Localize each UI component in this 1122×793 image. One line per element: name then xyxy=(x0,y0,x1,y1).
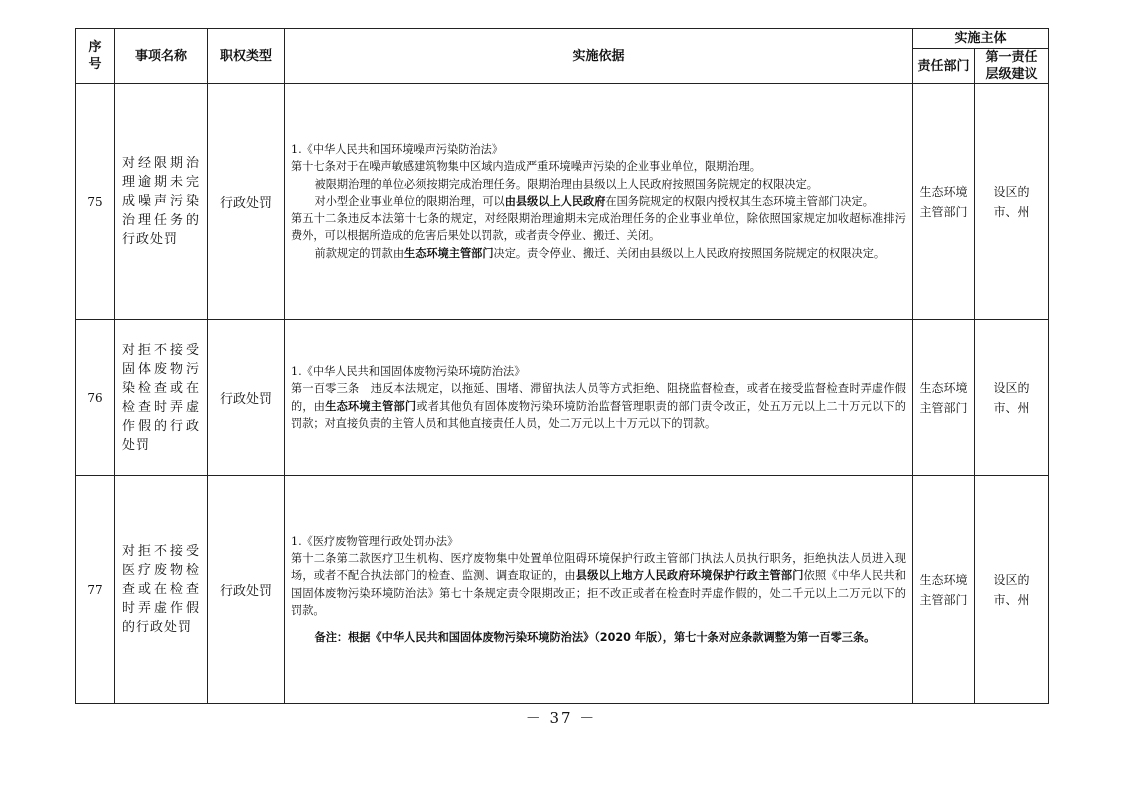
responsibility-level: 设区的市、州 xyxy=(975,84,1049,320)
header-name: 事项名称 xyxy=(115,29,208,84)
basis-text: 对小型企业事业单位的限期治理，可以 xyxy=(314,194,505,208)
row-number: 75 xyxy=(76,84,115,320)
legal-basis xyxy=(285,476,913,704)
header-no: 序号 xyxy=(76,29,115,84)
header-type: 职权类型 xyxy=(208,29,285,84)
legal-basis xyxy=(285,320,913,476)
basis-line: 第五十二条违反本法第十七条的规定，对经限期治理逾期未完成治理任务的企业事业单位，除依照国家规定加收超标准排污费外，可以根据所造成的危害后果处以罚款，或者责令停业、搬迁、关闭。 xyxy=(291,212,906,243)
row-number: 76 xyxy=(76,320,115,476)
enforcement-table xyxy=(75,28,1049,704)
header-dept: 责任部门 xyxy=(913,49,975,84)
basis-line: 被限期治理的单位必须按期完成治理任务。限期治理由县级以上人民政府按照国务院规定的权限决定。 xyxy=(314,177,818,191)
authority-type: 行政处罚 xyxy=(208,476,285,704)
table-row xyxy=(76,320,1049,476)
basis-note: 备注：根据《中华人民共和国固体废物污染环境防治法》（2020 年版），第七十条对应条款调整为第一百零三条。 xyxy=(314,631,876,645)
basis-text: 在国务院规定的权限内授权其生态环境主管部门决定。 xyxy=(605,194,874,208)
header-level: 第一责任层级建议 xyxy=(975,49,1049,84)
row-number: 77 xyxy=(76,476,115,704)
basis-line: 1.《中华人民共和国固体废物污染环境防治法》 xyxy=(291,364,526,378)
basis-text: 第十二条第二款医疗卫生机构、医疗废物集中处置单位阻碍环境保护行政主管部门执法人员执行职务，拒绝执法人员进入现场，或者不配合执法部门的检查、监测、调查取证的，由 xyxy=(291,551,906,583)
authority-type: 行政处罚 xyxy=(208,84,285,320)
basis-text: 决定。责令停业、搬迁、关闭由县级以上人民政府按照国务院规定的权限决定。 xyxy=(493,246,886,260)
item-name: 对经限期治理逾期未完成噪声污染治理任务的行政处罚 xyxy=(115,84,208,320)
item-name: 对拒不接受固体废物污染检查或在检查时弄虚作假的行政处罚 xyxy=(115,320,208,476)
basis-text: 依照《中华人民共和国固体废物污染环境防治法》第七十条规定责令限期改正；拒不改正或者在检查时弄虚作假的，处二千元以上二万元以下的罚款。 xyxy=(291,569,906,617)
header-subject: 实施主体 xyxy=(913,29,1049,49)
legal-basis xyxy=(285,84,913,320)
basis-line xyxy=(291,245,906,262)
basis-line xyxy=(291,193,906,210)
basis-line: 1.《中华人民共和国环境噪声污染防治法》 xyxy=(291,142,504,156)
responsible-dept: 生态环境主管部门 xyxy=(913,84,975,320)
basis-text: 前款规定的罚款由 xyxy=(314,246,405,260)
basis-line xyxy=(291,550,906,619)
basis-bold: 生态环境主管部门 xyxy=(325,399,417,413)
header-basis: 实施依据 xyxy=(285,29,913,84)
basis-bold: 由县级以上人民政府 xyxy=(504,194,606,208)
responsible-dept: 生态环境主管部门 xyxy=(913,320,975,476)
responsibility-level: 设区的市、州 xyxy=(975,476,1049,704)
item-name: 对拒不接受医疗废物检查或在检查时弄虚作假的行政处罚 xyxy=(115,476,208,704)
basis-line xyxy=(291,380,906,432)
table-row xyxy=(76,476,1049,704)
table-row xyxy=(76,84,1049,320)
responsibility-level: 设区的市、州 xyxy=(975,320,1049,476)
authority-type: 行政处罚 xyxy=(208,320,285,476)
page-number: － 37 － xyxy=(525,709,597,727)
basis-bold: 县级以上地方人民政府环境保护行政主管部门 xyxy=(575,569,804,583)
responsible-dept: 生态环境主管部门 xyxy=(913,476,975,704)
basis-line: 第十七条对于在噪声敏感建筑物集中区域内造成严重环境噪声污染的企业事业单位，限期治理。 xyxy=(291,160,761,174)
basis-text: 或者其他负有固体废物污染环境防治监督管理职责的部门责令改正，处五万元以上二十万元以下的罚款；对直接负责的主管人员和其他直接责任人员，处二万元以上十万元以下的罚款。 xyxy=(291,399,906,430)
basis-bold: 生态环境主管部门 xyxy=(404,246,494,260)
basis-line: 1.《医疗废物管理行政处罚办法》 xyxy=(291,534,459,548)
basis-text: 第一百零三条 违反本法规定，以拖延、围堵、滞留执法人员等方式拒绝、阻挠监督检查，或者在接受监督检查时弄虚作假的，由 xyxy=(291,382,906,413)
